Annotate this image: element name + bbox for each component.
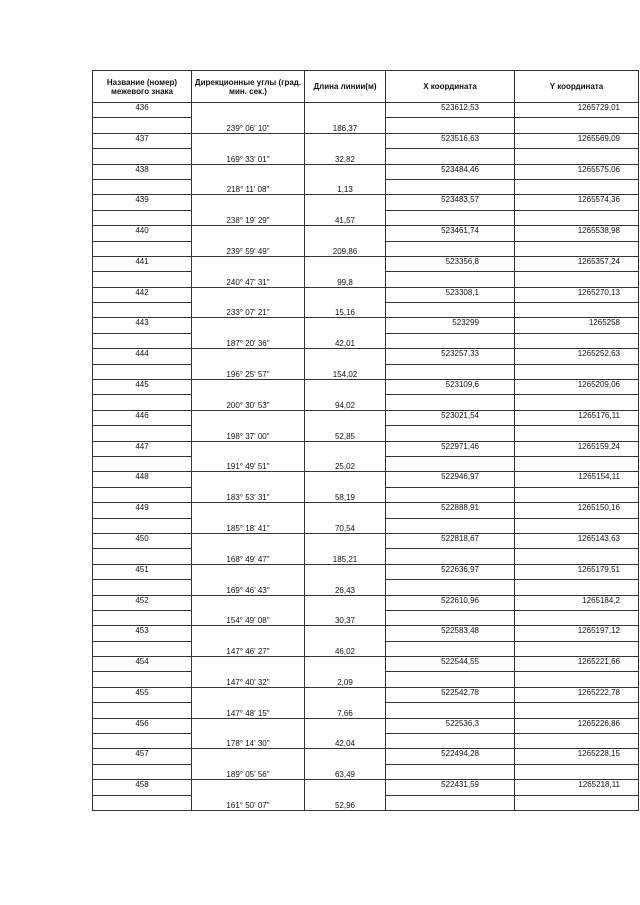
direction-angle: 147° 46' 27" [192,641,305,656]
x-coordinate: 523612,53 [386,103,515,118]
point-row [93,226,639,241]
segment-row [93,210,639,225]
header-name: Название (номер) межевого знака [93,71,192,103]
line-length: 15,16 [305,303,386,318]
segment-row [93,672,639,687]
point-name: 443 [93,318,192,333]
empty-cell [515,641,639,656]
empty-cell [386,549,515,564]
empty-cell [515,364,639,379]
header-x: X координата [386,71,515,103]
segment-row [93,703,639,718]
y-coordinate: 1265574,36 [515,195,639,210]
empty-cell [515,487,639,502]
line-length: 52,96 [305,795,386,810]
empty-cell [515,149,639,164]
empty-cell [93,333,192,348]
empty-cell [305,533,386,548]
segment-row [93,641,639,656]
point-name: 452 [93,595,192,610]
empty-cell [93,580,192,595]
empty-cell [93,764,192,779]
x-coordinate: 523483,57 [386,195,515,210]
empty-cell [93,734,192,749]
point-row [93,564,639,579]
empty-cell [515,303,639,318]
header-y: Y координата [515,71,639,103]
x-coordinate: 522431,59 [386,780,515,795]
direction-angle: 198° 37' 00" [192,426,305,441]
line-length: 209,86 [305,241,386,256]
point-row [93,626,639,641]
x-coordinate: 523109,6 [386,380,515,395]
x-coordinate: 522610,96 [386,595,515,610]
y-coordinate: 1265228,15 [515,749,639,764]
point-name: 447 [93,441,192,456]
line-length: 42,04 [305,734,386,749]
point-row [93,657,639,672]
empty-cell [515,764,639,779]
empty-cell [305,749,386,764]
x-coordinate: 522946,97 [386,472,515,487]
point-row [93,595,639,610]
point-name: 453 [93,626,192,641]
empty-cell [386,303,515,318]
empty-cell [192,780,305,795]
direction-angle: 238° 19' 29" [192,210,305,225]
segment-row [93,272,639,287]
empty-cell [93,456,192,471]
x-coordinate: 523516,63 [386,133,515,148]
empty-cell [305,349,386,364]
empty-cell [305,503,386,518]
point-name: 444 [93,349,192,364]
empty-cell [515,518,639,533]
empty-cell [93,518,192,533]
empty-cell [305,687,386,702]
empty-cell [386,580,515,595]
empty-cell [192,287,305,302]
point-name: 439 [93,195,192,210]
empty-cell [305,287,386,302]
empty-cell [515,610,639,625]
line-length: 32,82 [305,149,386,164]
empty-cell [386,487,515,502]
empty-cell [93,364,192,379]
line-length: 58,19 [305,487,386,502]
empty-cell [192,164,305,179]
empty-cell [305,564,386,579]
empty-cell [305,195,386,210]
segment-row [93,149,639,164]
y-coordinate: 1265222,78 [515,687,639,702]
line-length: 7,66 [305,703,386,718]
empty-cell [305,780,386,795]
point-row [93,287,639,302]
line-length: 94,02 [305,395,386,410]
empty-cell [305,380,386,395]
x-coordinate: 522536,3 [386,718,515,733]
empty-cell [305,718,386,733]
empty-cell [305,626,386,641]
empty-cell [93,303,192,318]
empty-cell [386,210,515,225]
x-coordinate: 523484,46 [386,164,515,179]
empty-cell [93,210,192,225]
empty-cell [386,426,515,441]
empty-cell [192,749,305,764]
y-coordinate: 1265218,11 [515,780,639,795]
empty-cell [305,472,386,487]
empty-cell [386,333,515,348]
x-coordinate: 522971,46 [386,441,515,456]
point-row [93,780,639,795]
segment-row [93,734,639,749]
empty-cell [192,595,305,610]
empty-cell [192,564,305,579]
empty-cell [192,441,305,456]
point-row [93,103,639,118]
empty-cell [386,518,515,533]
line-length: 52,85 [305,426,386,441]
x-coordinate: 522542,78 [386,687,515,702]
segment-row [93,610,639,625]
line-length: 185,21 [305,549,386,564]
point-name: 449 [93,503,192,518]
direction-angle: 169° 46' 43" [192,580,305,595]
direction-angle: 154° 49' 08" [192,610,305,625]
y-coordinate: 1265538,98 [515,226,639,241]
x-coordinate: 523021,54 [386,410,515,425]
empty-cell [386,241,515,256]
table-body [93,103,639,811]
segment-row [93,303,639,318]
direction-angle: 183° 53' 31" [192,487,305,502]
empty-cell [93,118,192,133]
y-coordinate: 1265226,86 [515,718,639,733]
y-coordinate: 1265221,66 [515,657,639,672]
empty-cell [93,641,192,656]
empty-cell [515,703,639,718]
x-coordinate: 522583,48 [386,626,515,641]
empty-cell [192,718,305,733]
empty-cell [192,349,305,364]
empty-cell [515,272,639,287]
segment-row [93,395,639,410]
point-name: 445 [93,380,192,395]
direction-angle: 196° 25' 57" [192,364,305,379]
point-row [93,164,639,179]
empty-cell [515,118,639,133]
segment-row [93,179,639,194]
direction-angle: 168° 49' 47" [192,549,305,564]
segment-row [93,580,639,595]
empty-cell [305,410,386,425]
empty-cell [386,456,515,471]
point-row [93,133,639,148]
point-name: 455 [93,687,192,702]
y-coordinate: 1265150,16 [515,503,639,518]
line-length: 154,02 [305,364,386,379]
line-length: 30,37 [305,610,386,625]
empty-cell [192,657,305,672]
point-row [93,472,639,487]
line-length: 1,13 [305,179,386,194]
point-name: 448 [93,472,192,487]
empty-cell [93,610,192,625]
point-name: 457 [93,749,192,764]
direction-angle: 233° 07' 21" [192,303,305,318]
y-coordinate: 1265179,51 [515,564,639,579]
empty-cell [386,610,515,625]
segment-row [93,426,639,441]
empty-cell [93,703,192,718]
segment-row [93,364,639,379]
direction-angle: 200° 30' 53" [192,395,305,410]
y-coordinate: 1265176,11 [515,410,639,425]
point-row [93,318,639,333]
line-length: 41,57 [305,210,386,225]
y-coordinate: 1265575,06 [515,164,639,179]
empty-cell [515,179,639,194]
x-coordinate: 523308,1 [386,287,515,302]
y-coordinate: 1265357,24 [515,256,639,271]
empty-cell [93,241,192,256]
y-coordinate: 1265197,12 [515,626,639,641]
line-length: 63,49 [305,764,386,779]
y-coordinate: 1265143,63 [515,533,639,548]
empty-cell [192,195,305,210]
x-coordinate: 523356,8 [386,256,515,271]
empty-cell [515,241,639,256]
empty-cell [386,734,515,749]
empty-cell [305,133,386,148]
point-row [93,718,639,733]
point-name: 454 [93,657,192,672]
segment-row [93,518,639,533]
y-coordinate: 1265159,24 [515,441,639,456]
point-row [93,410,639,425]
empty-cell [305,318,386,333]
empty-cell [515,580,639,595]
x-coordinate: 522544,55 [386,657,515,672]
point-name: 437 [93,133,192,148]
segment-row [93,241,639,256]
line-length: 70,54 [305,518,386,533]
line-length: 42,01 [305,333,386,348]
direction-angle: 187° 20' 36" [192,333,305,348]
segment-row [93,487,639,502]
empty-cell [192,626,305,641]
segment-row [93,549,639,564]
point-name: 451 [93,564,192,579]
y-coordinate: 1265252,63 [515,349,639,364]
point-row [93,349,639,364]
point-row [93,195,639,210]
empty-cell [386,118,515,133]
empty-cell [386,703,515,718]
empty-cell [386,149,515,164]
table-header [93,71,639,103]
empty-cell [515,456,639,471]
direction-angle: 178° 14' 30" [192,734,305,749]
direction-angle: 239° 59' 49" [192,241,305,256]
point-row [93,441,639,456]
empty-cell [93,672,192,687]
empty-cell [93,395,192,410]
line-length: 25,02 [305,456,386,471]
x-coordinate: 522888,91 [386,503,515,518]
point-row [93,380,639,395]
direction-angle: 239° 06' 10" [192,118,305,133]
y-coordinate: 1265270,13 [515,287,639,302]
empty-cell [515,210,639,225]
empty-cell [515,549,639,564]
empty-cell [515,426,639,441]
x-coordinate: 522636,97 [386,564,515,579]
empty-cell [515,395,639,410]
empty-cell [386,272,515,287]
empty-cell [515,795,639,810]
segment-row [93,118,639,133]
point-name: 436 [93,103,192,118]
direction-angle: 218° 11' 08" [192,179,305,194]
y-coordinate: 1265258 [515,318,639,333]
empty-cell [386,764,515,779]
x-coordinate: 522494,28 [386,749,515,764]
y-coordinate: 1265569,09 [515,133,639,148]
point-name: 442 [93,287,192,302]
point-name: 440 [93,226,192,241]
direction-angle: 161° 50' 07" [192,795,305,810]
empty-cell [192,533,305,548]
empty-cell [386,641,515,656]
point-name: 441 [93,256,192,271]
x-coordinate: 523299 [386,318,515,333]
empty-cell [305,103,386,118]
segment-row [93,764,639,779]
direction-angle: 169° 33' 01" [192,149,305,164]
empty-cell [93,272,192,287]
y-coordinate: 1265209,06 [515,380,639,395]
boundary-coordinates-sheet [92,70,638,811]
x-coordinate: 522818,67 [386,533,515,548]
x-coordinate: 523257,33 [386,349,515,364]
point-name: 438 [93,164,192,179]
point-row [93,749,639,764]
empty-cell [192,226,305,241]
point-name: 450 [93,533,192,548]
empty-cell [93,487,192,502]
line-length: 99,8 [305,272,386,287]
x-coordinate: 523461,74 [386,226,515,241]
empty-cell [515,734,639,749]
line-length: 186,37 [305,118,386,133]
empty-cell [192,103,305,118]
empty-cell [386,672,515,687]
empty-cell [192,503,305,518]
segment-row [93,795,639,810]
line-length: 46,02 [305,641,386,656]
empty-cell [386,795,515,810]
header-length: Длина линии(м) [305,71,386,103]
empty-cell [93,179,192,194]
empty-cell [305,164,386,179]
point-row [93,503,639,518]
empty-cell [192,687,305,702]
empty-cell [305,226,386,241]
empty-cell [192,318,305,333]
header-direction: Дирекционные углы (град. мин. сек.) [192,71,305,103]
segment-row [93,333,639,348]
empty-cell [93,149,192,164]
empty-cell [192,133,305,148]
point-name: 458 [93,780,192,795]
segment-row [93,456,639,471]
empty-cell [305,256,386,271]
empty-cell [192,472,305,487]
direction-angle: 189° 05' 56" [192,764,305,779]
direction-angle: 147° 48' 15" [192,703,305,718]
empty-cell [305,595,386,610]
empty-cell [515,333,639,348]
empty-cell [192,410,305,425]
y-coordinate: 1265154,11 [515,472,639,487]
point-row [93,687,639,702]
empty-cell [93,795,192,810]
line-length: 26,43 [305,580,386,595]
direction-angle: 147° 40' 32" [192,672,305,687]
y-coordinate: 1265184,2 [515,595,639,610]
direction-angle: 191° 49' 51" [192,456,305,471]
header-row [93,71,639,103]
empty-cell [305,657,386,672]
empty-cell [386,364,515,379]
empty-cell [93,549,192,564]
empty-cell [515,672,639,687]
line-length: 2,09 [305,672,386,687]
point-row [93,533,639,548]
y-coordinate: 1265729,01 [515,103,639,118]
point-row [93,256,639,271]
empty-cell [386,395,515,410]
empty-cell [386,179,515,194]
direction-angle: 240° 47' 31" [192,272,305,287]
empty-cell [192,380,305,395]
point-name: 446 [93,410,192,425]
empty-cell [305,441,386,456]
point-name: 456 [93,718,192,733]
empty-cell [93,426,192,441]
direction-angle: 185° 18' 41" [192,518,305,533]
coordinates-table [92,70,639,811]
empty-cell [192,256,305,271]
